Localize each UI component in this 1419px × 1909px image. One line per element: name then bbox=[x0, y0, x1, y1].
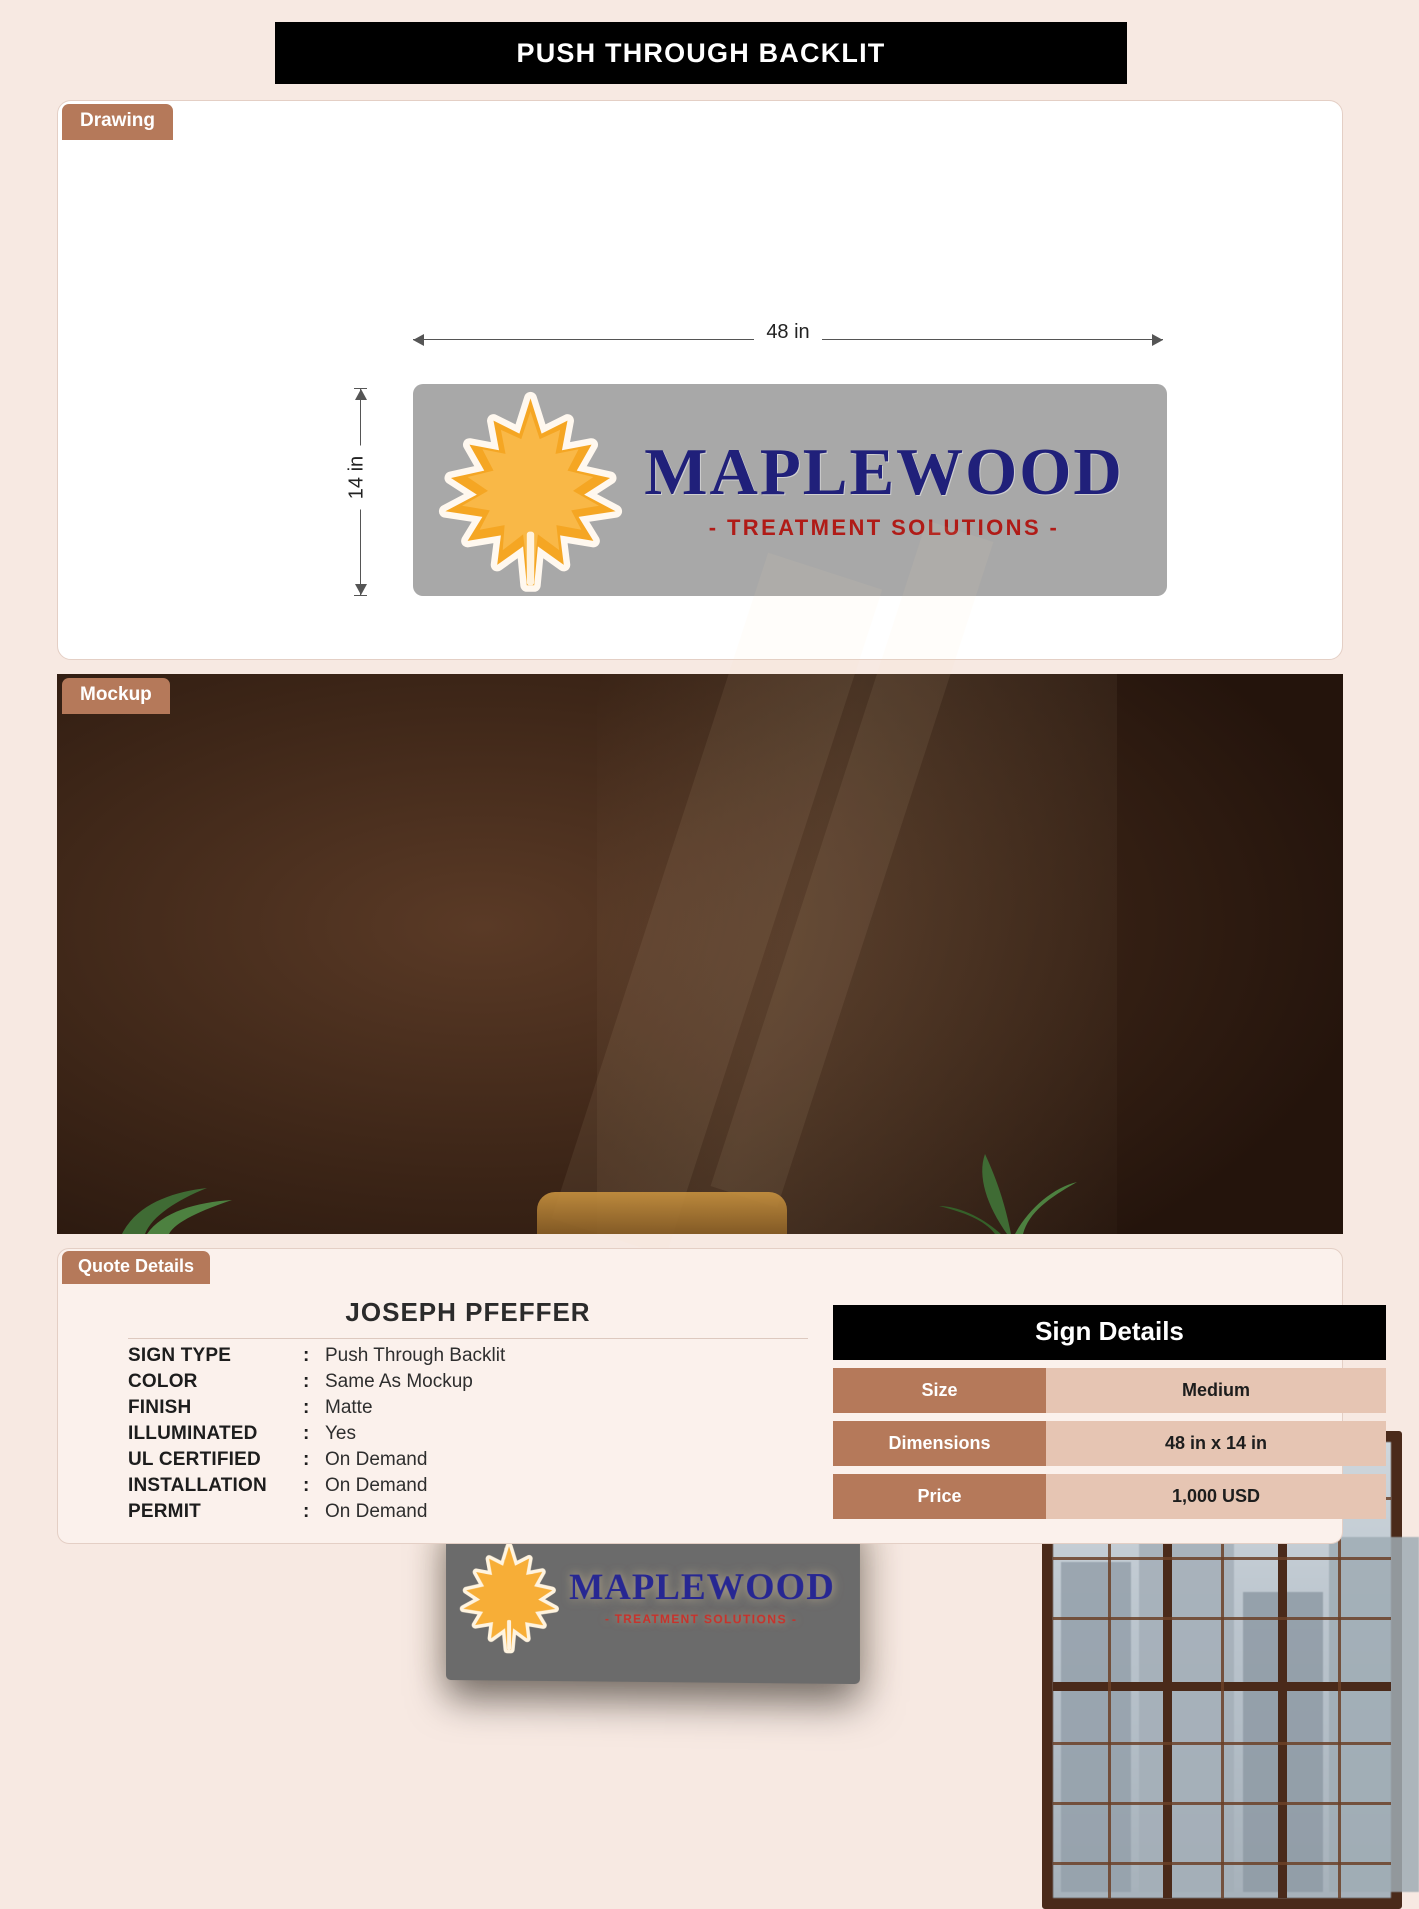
height-dimension-label: 14 in bbox=[346, 446, 368, 509]
spec-key: SIGN TYPE bbox=[128, 1345, 232, 1366]
spec-value: On Demand bbox=[325, 1449, 428, 1470]
spec-value: On Demand bbox=[325, 1501, 428, 1522]
sign-tagline: - TREATMENT SOLUTIONS - bbox=[708, 515, 1060, 540]
height-dimension-line bbox=[345, 388, 368, 596]
width-dimension-label: 48 in bbox=[754, 321, 821, 343]
width-dimension-line bbox=[413, 321, 1163, 347]
spec-separator: : bbox=[303, 1371, 310, 1392]
sign-details-value: Medium bbox=[1046, 1368, 1386, 1413]
customer-name: JOSEPH PFEFFER bbox=[128, 1297, 808, 1339]
spec-separator: : bbox=[303, 1449, 310, 1470]
spec-key: COLOR bbox=[128, 1371, 198, 1392]
spec-value: Yes bbox=[325, 1423, 356, 1444]
sign-details-value: 48 in x 14 in bbox=[1046, 1421, 1386, 1466]
spec-separator: : bbox=[303, 1501, 310, 1522]
spec-separator: : bbox=[303, 1397, 310, 1418]
chair-silhouette bbox=[537, 1192, 787, 1234]
spec-separator: : bbox=[303, 1345, 310, 1366]
spec-row bbox=[128, 1423, 818, 1445]
drawing-panel bbox=[57, 100, 1343, 660]
spec-separator: : bbox=[303, 1423, 310, 1444]
maple-leaf-icon-mockup bbox=[459, 1539, 559, 1656]
spec-value: On Demand bbox=[325, 1475, 428, 1496]
spec-key: PERMIT bbox=[128, 1501, 201, 1522]
sign-logo-text bbox=[623, 435, 1167, 541]
spec-value: Push Through Backlit bbox=[325, 1345, 506, 1366]
plant-right bbox=[937, 1154, 1087, 1234]
sign-brand-name: MAPLEWOOD bbox=[644, 435, 1124, 509]
spec-value: Same As Mockup bbox=[325, 1371, 473, 1392]
spec-row bbox=[128, 1449, 818, 1471]
sign-details-label: Dimensions bbox=[833, 1421, 1046, 1466]
quote-details-panel bbox=[57, 1248, 1343, 1544]
spec-row bbox=[128, 1345, 818, 1367]
sign-details-card bbox=[833, 1305, 1386, 1519]
spec-key: INSTALLATION bbox=[128, 1475, 267, 1496]
spec-key: UL CERTIFIED bbox=[128, 1449, 261, 1470]
sign-details-value: 1,000 USD bbox=[1046, 1474, 1386, 1519]
sign-details-label: Price bbox=[833, 1474, 1046, 1519]
spec-row bbox=[128, 1397, 818, 1419]
sign-details-label: Size bbox=[833, 1368, 1046, 1413]
drawing-canvas bbox=[58, 101, 1342, 659]
section-label-drawing: Drawing bbox=[62, 104, 173, 140]
spec-list bbox=[128, 1345, 818, 1527]
spec-row bbox=[128, 1475, 818, 1497]
sign-details-title: Sign Details bbox=[833, 1305, 1386, 1360]
section-label-quote-details: Quote Details bbox=[62, 1251, 210, 1284]
mockup-tagline: - TREATMENT SOLUTIONS - bbox=[604, 1611, 798, 1626]
spec-key: ILLUMINATED bbox=[128, 1423, 258, 1444]
spec-row bbox=[128, 1371, 818, 1393]
sign-details-row bbox=[833, 1368, 1386, 1413]
mockup-brand-name: MAPLEWOOD bbox=[569, 1565, 835, 1608]
spec-row bbox=[128, 1501, 818, 1523]
spec-separator: : bbox=[303, 1475, 310, 1496]
sign-details-row bbox=[833, 1421, 1386, 1466]
page-title: PUSH THROUGH BACKLIT bbox=[516, 37, 886, 68]
spec-value: Matte bbox=[325, 1397, 373, 1418]
plant-left bbox=[117, 1174, 257, 1234]
maple-leaf-icon bbox=[438, 390, 623, 590]
sign-details-row bbox=[833, 1474, 1386, 1519]
section-label-mockup: Mockup bbox=[62, 678, 170, 714]
header-bar bbox=[275, 22, 1127, 84]
spec-key: FINISH bbox=[128, 1397, 192, 1418]
